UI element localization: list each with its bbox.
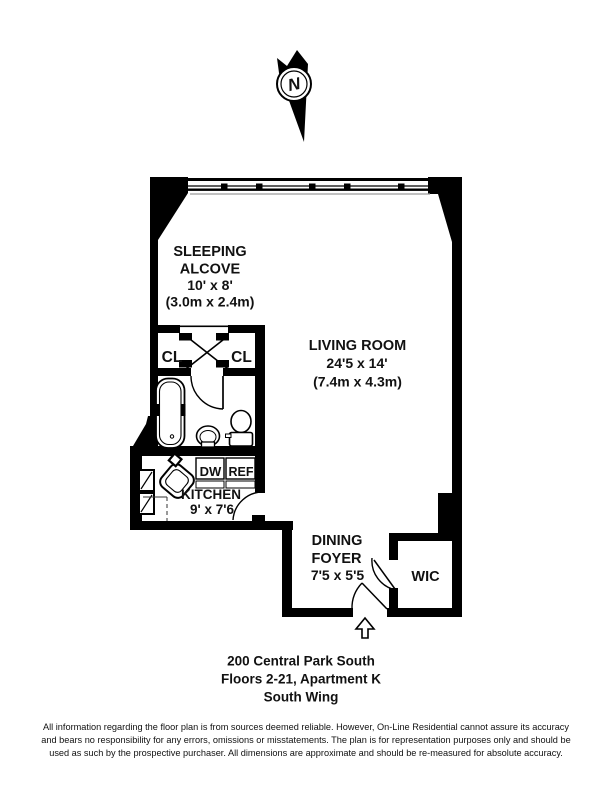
living-room-dims-m: (7.4m x 4.3m) (313, 373, 402, 390)
dishwasher-label: DW (199, 464, 222, 479)
kitchen-name: KITCHEN (181, 487, 241, 502)
wall-closet-header-line (180, 326, 228, 328)
wall-foyer-left (282, 530, 292, 617)
wall-closet-top-right (228, 325, 265, 333)
window-mullion (344, 184, 351, 191)
bathtub-inner (160, 382, 182, 445)
living-room-dims-ft: 24'5 x 14' (326, 355, 388, 371)
dining-foyer-dims-ft: 7'5 x 5'5 (310, 567, 365, 583)
wall-bath-top-left (150, 368, 191, 376)
sleeping-alcove-name-line1: SLEEPING (173, 244, 247, 260)
window-outer-line (186, 178, 430, 181)
title-line-2: Floors 2-21, Apartment K (220, 671, 382, 687)
compass-north-label: N (286, 73, 303, 96)
dining-foyer-name-line1: DINING (311, 533, 363, 549)
wall-kitchen-door-jamb (252, 515, 265, 523)
disclaimer-line-3: used as such by the prospective purchaser. All dimensions are approximate and should be re-measured for absolute accuracy. (49, 748, 563, 758)
sleeping-alcove-label (166, 244, 255, 310)
wall-closet-top-left (150, 325, 180, 333)
living-room-name: LIVING ROOM (308, 338, 407, 354)
window-mullion (221, 184, 228, 191)
wall-bottom-right-segment (387, 608, 462, 617)
disclaimer (41, 722, 570, 758)
window-mullion (309, 184, 316, 191)
title-line-1: 200 Central Park South (227, 653, 375, 669)
wall-wic-left-upper (389, 533, 398, 560)
wall-bath-kitchen-divider (134, 446, 265, 456)
entry-arrow-icon (356, 618, 374, 638)
window-band (186, 178, 430, 194)
sleeping-alcove-name-line2: ALCOVE (179, 261, 241, 278)
closet-right-label: CL (231, 349, 252, 366)
bath-sink-base (202, 442, 215, 447)
wall-wic-top (391, 533, 462, 541)
toilet-handle (226, 434, 232, 438)
wic-label: WIC (411, 569, 440, 585)
service-risers (139, 470, 154, 514)
compass (277, 50, 311, 142)
closet-left-label: CL (161, 349, 183, 366)
wall-middle-right (255, 325, 265, 493)
kitchen-label (181, 487, 241, 517)
disclaimer-line-2: and bears no responsibility for any errors, omissions or misstatements. The plan is for representation purposes only and should be (41, 735, 571, 745)
dining-foyer-label (311, 533, 365, 583)
entry-door-leaf (362, 583, 387, 609)
wall-bottom-left-segment (282, 608, 353, 617)
wall-right (452, 177, 462, 616)
wall-kitchen-bottom (130, 521, 293, 530)
bathtub-grab-right (182, 404, 186, 416)
bathroom-door-arc (191, 376, 223, 409)
living-room-label (309, 338, 406, 390)
sleeping-alcove-dims-m: (3.0m x 2.4m) (165, 293, 255, 310)
kitchen-dims-ft: 9' x 7'6 (190, 502, 234, 517)
closet-bifold-doors (186, 336, 228, 369)
entry-door-arc (352, 583, 362, 609)
bathtub-grab-left (155, 404, 159, 416)
title-line-3: South Wing (263, 689, 339, 705)
disclaimer-line-1: All information regarding the floor plan is from sources deemed reliable. However, On-Line Residential cannot assure its accuracy (43, 722, 569, 732)
window-mullion (256, 184, 263, 191)
refrigerator-label: REF (228, 465, 254, 479)
wall-bath-top-right (223, 368, 265, 376)
bathroom-fixtures (155, 379, 253, 449)
sleeping-alcove-dims-ft: 10' x 8' (187, 277, 233, 293)
toilet-tank (230, 433, 253, 447)
toilet-bowl (231, 411, 251, 433)
dining-foyer-name-line2: FOYER (311, 551, 362, 567)
title-block (221, 654, 381, 705)
window-mullion (398, 184, 405, 191)
